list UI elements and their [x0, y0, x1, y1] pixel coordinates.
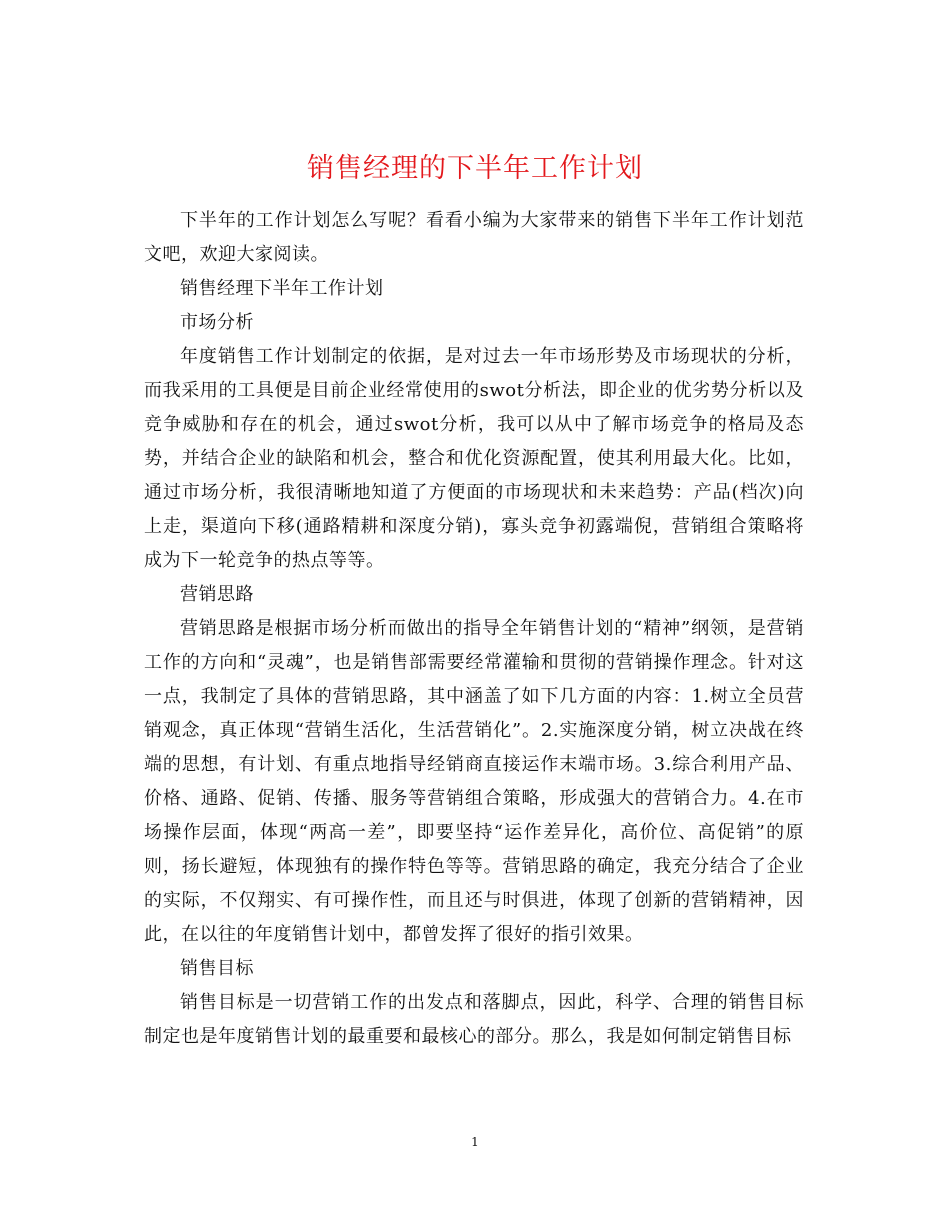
section-heading-marketing-ideas: 营销思路 [180, 584, 254, 605]
page-number: 1 [471, 1135, 479, 1149]
section-heading-sales-target: 销售目标 [180, 958, 254, 979]
section-heading-market-analysis: 市场分析 [180, 312, 254, 333]
paragraph-heading-plan: 销售经理下半年工作计划 [180, 278, 384, 299]
paragraph-market-analysis: 年度销售工作计划制定的依据，是对过去一年市场形势及市场现状的分析，而我采用的工具便是目前企业经常使用的swot分析法，即企业的优劣势分析以及竞争威胁和存在的机会，通过swot分析，我可以从中了解市场竞争的格局及态势，并结合企业的缺陷和机会，整合和优化资源配置，使其利用最大化。比如，通过市场分析，我很清晰地知道了方便面的市场现状和未来趋势：产品(档次)向上走，渠道向下移(通路精耕和深度分销)，寡头竞争初露端倪，营销组合策略将成为下一轮竞争的热点等等。 [144, 346, 804, 571]
paragraph-sales-target: 销售目标是一切营销工作的出发点和落脚点，因此，科学、合理的销售目标制定也是年度销售计划的最重要和最核心的部分。那么，我是如何制定销售目标 [144, 992, 804, 1047]
document-body [144, 204, 804, 1054]
paragraph-intro: 下半年的工作计划怎么写呢？看看小编为大家带来的销售下半年工作计划范文吧，欢迎大家阅读。 [144, 210, 804, 265]
paragraph-marketing-ideas: 营销思路是根据市场分析而做出的指导全年销售计划的“精神”纲领，是营销工作的方向和“灵魂”，也是销售部需要经常灌输和贯彻的营销操作理念。针对这一点，我制定了具体的营销思路，其中涵盖了如下几方面的内容：1.树立全员营销观念，真正体现“营销生活化，生活营销化”。2.实施深度分销，树立决战在终端的思想，有计划、有重点地指导经销商直接运作末端市场。3.综合利用产品、价格、通路、促销、传播、服务等营销组合策略，形成强大的营销合力。4.在市场操作层面，体现“两高一差”，即要坚持“运作差异化，高价位、高促销”的原则，扬长避短，体现独有的操作特色等等。营销思路的确定，我充分结合了企业的实际，不仅翔实、有可操作性，而且还与时俱进，体现了创新的营销精神，因此，在以往的年度销售计划中，都曾发挥了很好的指引效果。 [144, 618, 804, 945]
document-title: 销售经理的下半年工作计划 [307, 153, 643, 185]
